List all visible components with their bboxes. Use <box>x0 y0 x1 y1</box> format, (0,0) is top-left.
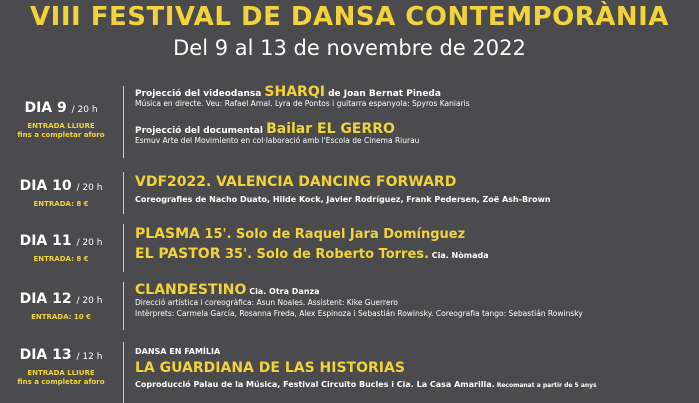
event-line: EL PASTOR 35'. Solo de Roberto Torres. Cia. Nòmada <box>135 246 489 262</box>
entry-info: ENTRADA LLIURE fins a completar aforo <box>17 122 105 139</box>
event-detail: Esmuv Arte del Movimiento en col·laboració amb l'Escola de Cinema Riurau <box>135 136 420 145</box>
event-detail: Música en directe. Veu: Rafael Arnal. Lyra de Pontos i guitarra espanyola: Spyros Kaniaris <box>135 99 470 108</box>
event-title: SHARQI <box>264 84 325 100</box>
event-title: EL PASTOR <box>135 246 221 262</box>
day-block <box>0 100 122 140</box>
event-title: PLASMA <box>135 226 200 242</box>
event-detail: Coproducció Palau de la Música, Festival Circuito Bucles i Cia. La Casa Amarilla. Recomanat a partir de 5 anys <box>135 380 597 389</box>
day-block <box>0 233 122 264</box>
event-line: Projecció del documental Bailar EL GERRO <box>135 121 395 137</box>
entry-info: ENTRADA: 10 € <box>31 313 91 321</box>
day-block <box>0 291 122 322</box>
entry-info: ENTRADA LLIURE fins a completar aforo <box>17 369 105 386</box>
event-line: PLASMA 15'. Solo de Raquel Jara Domínguez <box>135 226 466 242</box>
event-detail: Direcció artística i coreogràfica: Asun Noales. Assistent: Kike Guerrero <box>135 298 398 307</box>
event-list <box>135 174 699 205</box>
day-label: DIA 13 / 12 h <box>19 347 103 363</box>
entry-info: ENTRADA: 8 € <box>33 200 89 208</box>
event-detail: Intèrprets: Carmela García, Rosanna Freda, Alex Espinoza i Sebastián Rowinsky. Coreografia tango: Sebastián Rowinsky <box>135 309 583 318</box>
event-list <box>135 282 699 319</box>
event-line: CLANDESTINO Cia. Otra Danza <box>135 282 320 298</box>
event-title: CLANDESTINO <box>135 282 247 298</box>
event-list <box>135 226 699 263</box>
day-block <box>0 178 122 209</box>
event-line: Projecció del videodansa SHARQI de Joan Bernat Pineda <box>135 84 441 100</box>
event-detail: Coreografies de Nacho Duato, Hilde Kock, Javier Rodríguez, Frank Pedersen, Zoë Ash-Brown <box>135 195 551 204</box>
day-label: DIA 9 / 20 h <box>24 100 98 116</box>
event-kicker: DANSA EN FAMÍLIA <box>135 347 221 356</box>
day-row-11 <box>0 224 699 272</box>
day-row-9 <box>0 86 699 158</box>
divider-line <box>123 172 124 214</box>
entry-info: ENTRADA: 8 € <box>33 255 89 263</box>
divider-line <box>123 86 124 158</box>
divider-line <box>123 282 124 330</box>
event-list <box>135 86 699 146</box>
divider-line <box>123 342 124 403</box>
day-row-10 <box>0 172 699 214</box>
event-title: LA GUARDIANA DE LAS HISTORIAS <box>135 360 405 376</box>
festival-title: VIII FESTIVAL DE DANSA CONTEMPORÀNIA <box>30 2 669 32</box>
divider-line <box>123 224 124 272</box>
day-label: DIA 12 / 20 h <box>19 291 103 307</box>
day-label: DIA 10 / 20 h <box>19 178 103 194</box>
event-list <box>135 346 699 391</box>
day-block <box>0 347 122 387</box>
festival-dates: Del 9 al 13 de novembre de 2022 <box>173 36 526 60</box>
age-recommendation: Recomanat a partir de 5 anys <box>494 382 597 389</box>
day-row-13 <box>0 342 699 403</box>
event-title: Bailar EL GERRO <box>266 121 395 137</box>
event-title: VDF2022. VALENCIA DANCING FORWARD <box>135 174 457 190</box>
day-row-12 <box>0 282 699 330</box>
day-label: DIA 11 / 20 h <box>19 233 103 249</box>
